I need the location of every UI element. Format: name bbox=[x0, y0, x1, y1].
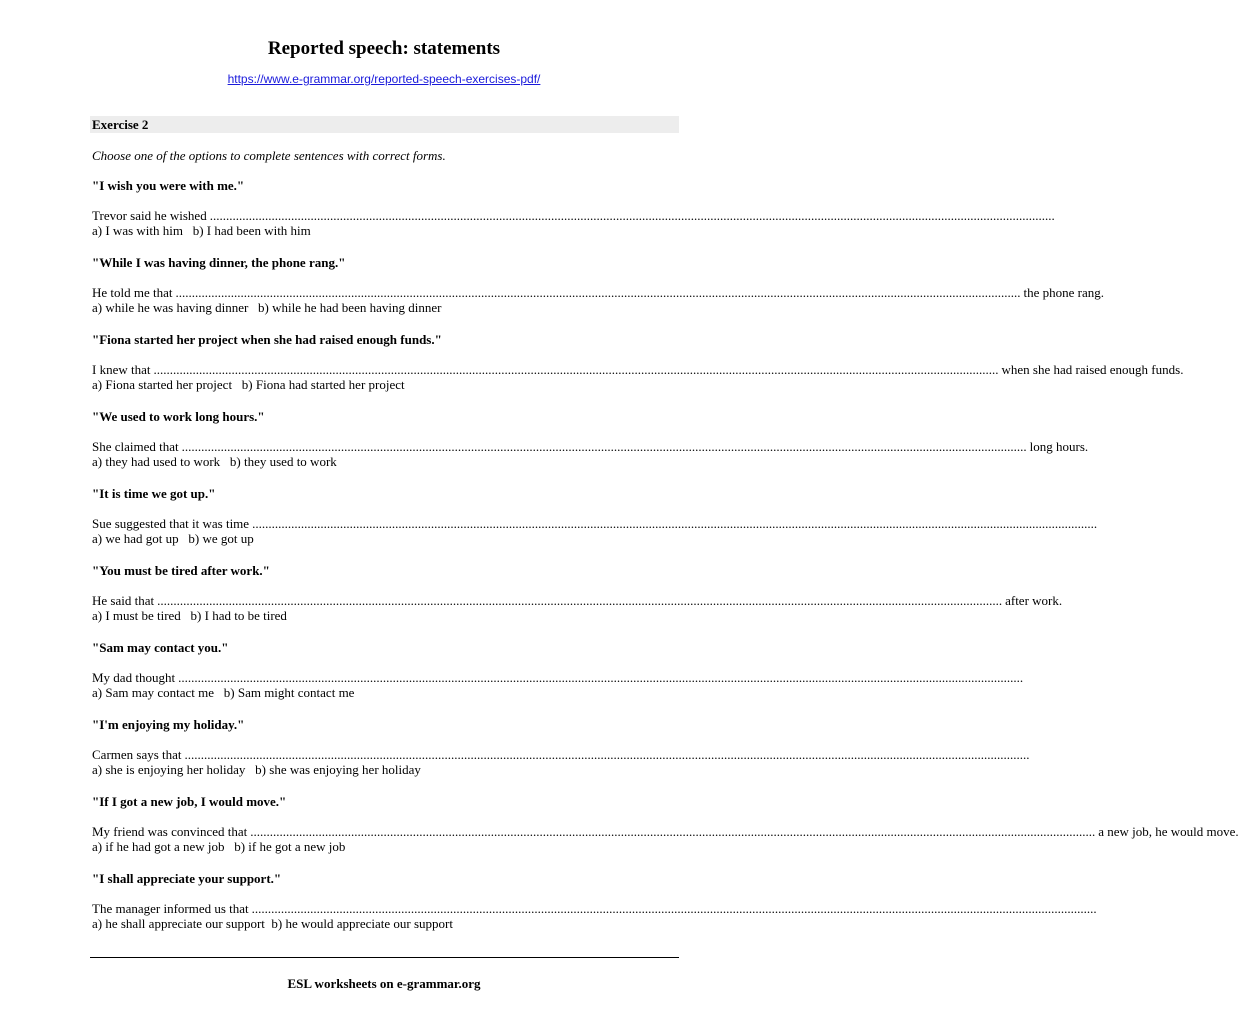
sentence-start: He told me that bbox=[92, 285, 173, 300]
answer-gap[interactable]: .................................................................................................................................................................................................................................................................... bbox=[250, 824, 1096, 839]
item-gap-sentence bbox=[92, 208, 1055, 223]
sentence-start: She claimed that bbox=[92, 439, 179, 454]
sentence-start: Carmen says that bbox=[92, 747, 182, 762]
exercise-item bbox=[92, 871, 1097, 948]
source-link[interactable]: https://www.e-grammar.org/reported-speech-exercises-pdf/ bbox=[227, 72, 541, 86]
answer-gap[interactable]: .................................................................................................................................................................................................................................................................... bbox=[251, 901, 1097, 916]
exercise-item bbox=[92, 332, 1184, 409]
item-gap-sentence bbox=[92, 516, 1098, 531]
item-gap-sentence bbox=[92, 285, 1105, 300]
item-gap-sentence bbox=[92, 747, 1030, 762]
exercise-item bbox=[92, 178, 1055, 255]
page-title: Reported speech: statements bbox=[267, 38, 501, 59]
sentence-start: Trevor said he wished bbox=[92, 208, 207, 223]
exercise-items bbox=[92, 178, 1239, 948]
item-quote: "I wish you were with me." bbox=[92, 178, 245, 193]
item-options: a) he shall appreciate our support b) he would appreciate our support bbox=[92, 916, 453, 931]
item-quote: "You must be tired after work." bbox=[92, 563, 270, 578]
exercise-header: Exercise 2 bbox=[90, 116, 679, 133]
exercise-item bbox=[92, 486, 1098, 563]
item-gap-sentence bbox=[92, 439, 1089, 454]
sentence-end: long hours. bbox=[1029, 439, 1089, 454]
answer-gap[interactable]: .................................................................................................................................................................................................................................................................... bbox=[184, 747, 1030, 762]
exercise-item bbox=[92, 409, 1089, 486]
sentence-start: I knew that bbox=[92, 362, 151, 377]
item-options: a) Fiona started her project b) Fiona had started her project bbox=[92, 377, 405, 392]
sentence-start: He said that bbox=[92, 593, 155, 608]
sentence-start: My friend was convinced that bbox=[92, 824, 248, 839]
sentence-end: after work. bbox=[1005, 593, 1063, 608]
sentence-end: the phone rang. bbox=[1023, 285, 1105, 300]
answer-gap[interactable]: .................................................................................................................................................................................................................................................................... bbox=[178, 670, 1024, 685]
item-options: a) they had used to work b) they used to work bbox=[92, 454, 337, 469]
answer-gap[interactable]: .................................................................................................................................................................................................................................................................... bbox=[153, 362, 999, 377]
sentence-start: The manager informed us that bbox=[92, 901, 249, 916]
item-quote: "Sam may contact you." bbox=[92, 640, 229, 655]
page-footer: ESL worksheets on e-grammar.org bbox=[287, 976, 481, 991]
item-options: a) she is enjoying her holiday b) she was enjoying her holiday bbox=[92, 762, 421, 777]
item-quote: "It is time we got up." bbox=[92, 486, 216, 501]
exercise-item bbox=[92, 717, 1030, 794]
item-gap-sentence bbox=[92, 362, 1184, 377]
answer-gap[interactable]: .................................................................................................................................................................................................................................................................... bbox=[209, 208, 1055, 223]
item-options: a) I was with him b) I had been with him bbox=[92, 223, 311, 238]
sentence-start: My dad thought bbox=[92, 670, 176, 685]
exercise-item bbox=[92, 255, 1105, 332]
exercise-item bbox=[92, 563, 1063, 640]
item-quote: "While I was having dinner, the phone rang." bbox=[92, 255, 346, 270]
exercise-item bbox=[92, 640, 1024, 717]
item-options: a) we had got up b) we got up bbox=[92, 531, 254, 546]
answer-gap[interactable]: .................................................................................................................................................................................................................................................................... bbox=[181, 439, 1027, 454]
item-quote: "Fiona started her project when she had raised enough funds." bbox=[92, 332, 442, 347]
answer-gap[interactable]: .................................................................................................................................................................................................................................................................... bbox=[175, 285, 1021, 300]
item-quote: "I'm enjoying my holiday." bbox=[92, 717, 245, 732]
item-quote: "We used to work long hours." bbox=[92, 409, 265, 424]
item-gap-sentence bbox=[92, 593, 1063, 608]
exercise-instruction: Choose one of the options to complete sentences with correct forms. bbox=[92, 148, 446, 163]
item-options: a) while he was having dinner b) while he had been having dinner bbox=[92, 300, 442, 315]
item-gap-sentence bbox=[92, 670, 1024, 685]
item-options: a) I must be tired b) I had to be tired bbox=[92, 608, 287, 623]
item-gap-sentence bbox=[92, 824, 1239, 839]
item-quote: "I shall appreciate your support." bbox=[92, 871, 282, 886]
sentence-end: when she had raised enough funds. bbox=[1001, 362, 1184, 377]
item-options: a) Sam may contact me b) Sam might contact me bbox=[92, 685, 355, 700]
answer-gap[interactable]: .................................................................................................................................................................................................................................................................... bbox=[252, 516, 1098, 531]
footer-divider bbox=[90, 957, 679, 958]
item-options: a) if he had got a new job b) if he got a new job bbox=[92, 839, 346, 854]
answer-gap[interactable]: .................................................................................................................................................................................................................................................................... bbox=[157, 593, 1003, 608]
item-quote: "If I got a new job, I would move." bbox=[92, 794, 287, 809]
exercise-item bbox=[92, 794, 1239, 871]
item-gap-sentence bbox=[92, 901, 1097, 916]
sentence-start: Sue suggested that it was time bbox=[92, 516, 250, 531]
sentence-end: a new job, he would move. bbox=[1098, 824, 1239, 839]
